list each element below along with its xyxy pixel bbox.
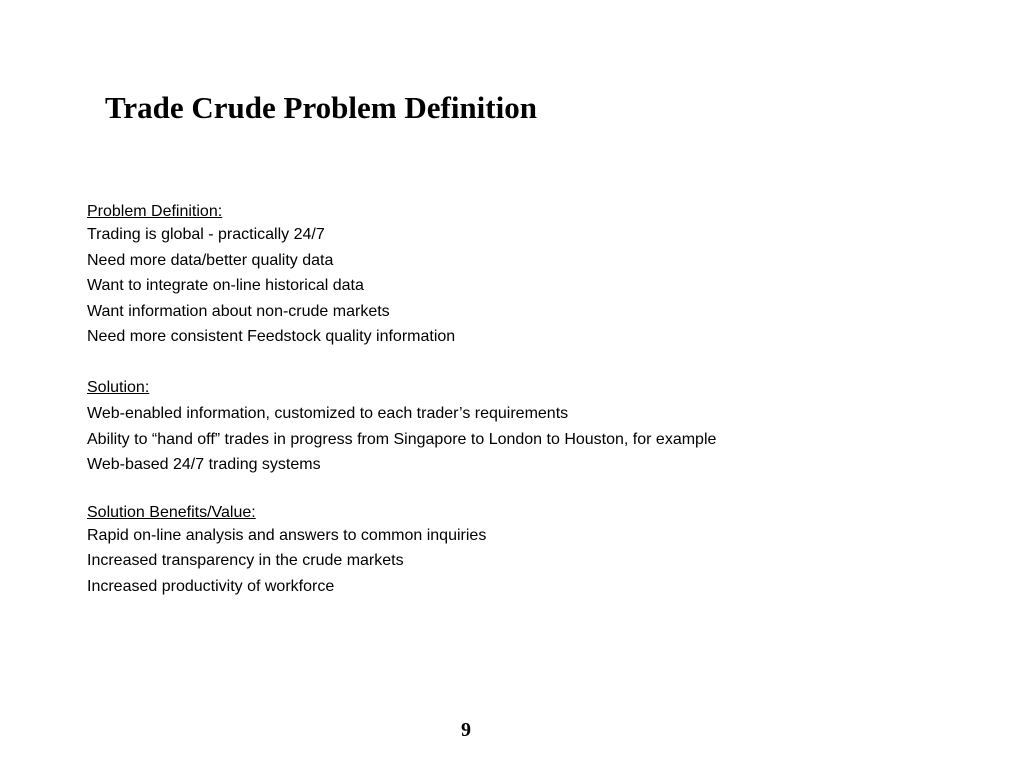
- problem-item: Want information about non-crude markets: [87, 302, 390, 320]
- page-number: 9: [461, 719, 471, 741]
- problem-item: Need more consistent Feedstock quality information: [87, 328, 456, 346]
- benefits-section: [87, 503, 967, 600]
- problem-item: Want to integrate on-line historical data: [87, 277, 364, 295]
- solution-item: Web-based 24/7 trading systems: [87, 456, 321, 474]
- benefits-heading: Solution Benefits/Value:: [87, 503, 256, 521]
- solution-item: Ability to “hand off” trades in progress from Singapore to London to Houston, for example: [87, 430, 717, 448]
- benefit-item: Increased productivity of workforce: [87, 577, 335, 595]
- solution-item: Web-enabled information, customized to each trader’s requirements: [87, 404, 569, 422]
- problem-definition-section: [87, 202, 967, 350]
- problem-definition-list: [87, 222, 967, 350]
- solution-heading: Solution:: [87, 378, 150, 396]
- slide-content: [87, 202, 967, 625]
- problem-item: Need more data/better quality data: [87, 251, 334, 269]
- solution-list: [87, 401, 967, 478]
- benefit-item: Increased transparency in the crude markets: [87, 552, 404, 570]
- slide-title: Trade Crude Problem Definition: [105, 90, 537, 125]
- benefits-list: [87, 523, 967, 600]
- problem-definition-heading: Problem Definition:: [87, 203, 223, 220]
- problem-item: Trading is global - practically 24/7: [87, 226, 325, 243]
- benefit-item: Rapid on-line analysis and answers to common inquiries: [87, 526, 487, 544]
- solution-section: [87, 375, 967, 478]
